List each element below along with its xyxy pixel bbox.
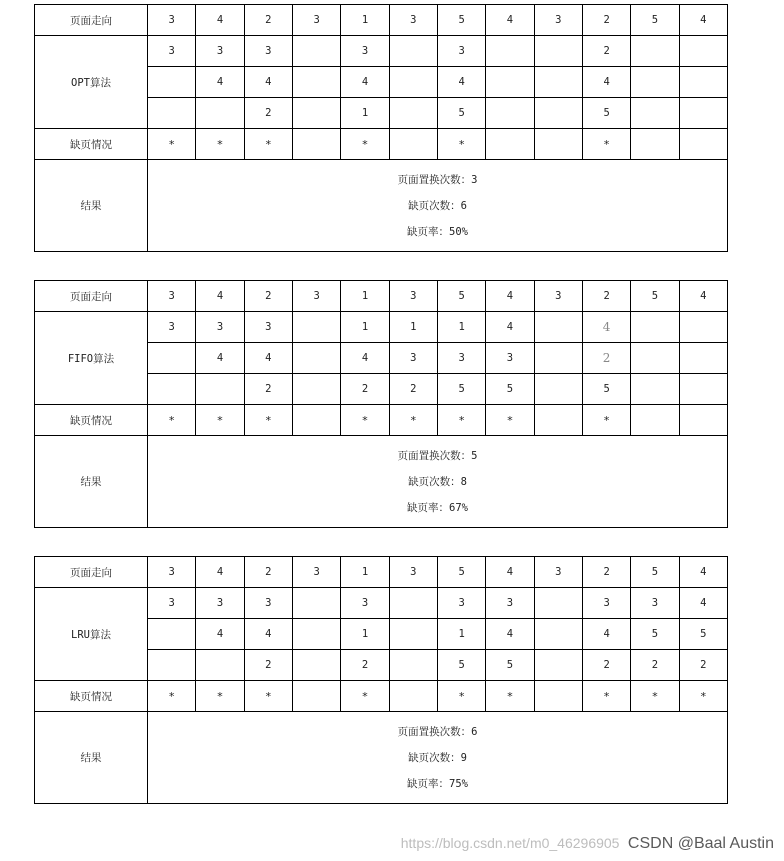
frame-cell: 2 (341, 374, 389, 405)
fault-cell: * (437, 681, 485, 712)
fault-cell: * (679, 681, 727, 712)
frame-cell (534, 67, 582, 98)
frame-cell (389, 650, 437, 681)
fault-cell: * (341, 405, 389, 436)
frame-cell: 4 (679, 588, 727, 619)
frame-cell: 5 (582, 374, 630, 405)
frame-cell: 3 (196, 588, 244, 619)
frame-cell: 5 (486, 650, 534, 681)
result-line: 缺页率：75% (407, 777, 468, 790)
fault-cell: * (486, 405, 534, 436)
reference-cell: 3 (148, 281, 196, 312)
frame-cell: 3 (148, 312, 196, 343)
frame-cell (679, 98, 727, 129)
reference-cell: 2 (244, 5, 292, 36)
frame-cell: 1 (389, 312, 437, 343)
fault-cell: * (437, 129, 485, 160)
frame-cell (534, 36, 582, 67)
algorithm-label: LRU算法 (35, 588, 148, 681)
frame-cell: 3 (582, 588, 630, 619)
frame-cell: 3 (148, 588, 196, 619)
frame-cell (292, 650, 340, 681)
frame-cell: 2 (244, 98, 292, 129)
frame-cell (148, 619, 196, 650)
reference-cell: 4 (196, 557, 244, 588)
frame-cell: 3 (486, 343, 534, 374)
reference-cell: 3 (534, 5, 582, 36)
reference-cell: 3 (389, 5, 437, 36)
frame-cell (196, 98, 244, 129)
reference-label: 页面走向 (35, 5, 148, 36)
frame-cell: 3 (244, 588, 292, 619)
frame-cell: 2 (389, 374, 437, 405)
reference-cell: 3 (292, 281, 340, 312)
frame-cell (631, 67, 679, 98)
fault-cell: * (244, 129, 292, 160)
result-line: 缺页率：67% (407, 501, 468, 514)
fault-cell: * (341, 129, 389, 160)
reference-cell: 4 (679, 281, 727, 312)
frame-cell (631, 343, 679, 374)
reference-cell: 2 (582, 557, 630, 588)
frame-cell (389, 619, 437, 650)
frame-cell: 4 (582, 67, 630, 98)
frame-cell: 2 (341, 650, 389, 681)
frame-cell (292, 67, 340, 98)
fault-cell: * (389, 405, 437, 436)
fault-cell (631, 129, 679, 160)
frame-cell (534, 343, 582, 374)
frame-cell: 3 (437, 588, 485, 619)
frame-cell: 3 (148, 36, 196, 67)
frame-cell: 1 (437, 312, 485, 343)
result-line: 页面置换次数：3 (397, 173, 478, 186)
algorithm-table (34, 556, 728, 804)
result-cell (148, 712, 728, 804)
frame-cell: 2 (244, 374, 292, 405)
result-cell (148, 436, 728, 528)
frame-cell: 3 (631, 588, 679, 619)
frame-cell: 2 (244, 650, 292, 681)
result-label: 结果 (35, 712, 148, 804)
algorithm-label: FIFO算法 (35, 312, 148, 405)
reference-cell: 2 (244, 557, 292, 588)
fault-cell: * (196, 129, 244, 160)
frame-cell (389, 36, 437, 67)
frame-cell: 4 (341, 343, 389, 374)
reference-cell: 1 (341, 281, 389, 312)
frame-cell (148, 650, 196, 681)
reference-label: 页面走向 (35, 557, 148, 588)
fault-cell: * (631, 681, 679, 712)
fault-label: 缺页情况 (35, 405, 148, 436)
frame-cell (631, 374, 679, 405)
reference-cell: 5 (631, 5, 679, 36)
fault-cell: * (582, 129, 630, 160)
frame-cell (389, 98, 437, 129)
result-label: 结果 (35, 436, 148, 528)
frame-cell (534, 619, 582, 650)
frame-cell (679, 67, 727, 98)
fault-cell (389, 129, 437, 160)
frame-cell: 2 (631, 650, 679, 681)
frame-cell: 1 (341, 619, 389, 650)
reference-cell: 3 (148, 557, 196, 588)
frame-cell: 2 (582, 343, 630, 374)
fault-cell (486, 129, 534, 160)
reference-cell: 3 (389, 557, 437, 588)
frame-cell: 3 (437, 343, 485, 374)
frame-cell: 3 (244, 36, 292, 67)
fault-cell: * (148, 405, 196, 436)
frame-cell: 3 (437, 36, 485, 67)
fault-cell: * (244, 681, 292, 712)
frame-cell: 4 (486, 312, 534, 343)
frame-cell (148, 343, 196, 374)
frame-cell: 3 (389, 343, 437, 374)
frame-cell (534, 588, 582, 619)
fault-cell (292, 681, 340, 712)
result-cell (148, 160, 728, 252)
fault-cell (292, 129, 340, 160)
frame-cell: 4 (244, 619, 292, 650)
fault-cell: * (196, 405, 244, 436)
watermark (401, 835, 774, 853)
frame-cell: 5 (582, 98, 630, 129)
reference-cell: 4 (486, 557, 534, 588)
frame-cell (292, 619, 340, 650)
frame-cell (389, 588, 437, 619)
result-line: 缺页次数：9 (408, 751, 467, 764)
frame-cell (292, 312, 340, 343)
reference-cell: 4 (196, 281, 244, 312)
reference-cell: 5 (631, 557, 679, 588)
reference-cell: 3 (292, 557, 340, 588)
frame-cell: 4 (244, 67, 292, 98)
reference-cell: 3 (389, 281, 437, 312)
frame-cell (534, 98, 582, 129)
fault-label: 缺页情况 (35, 681, 148, 712)
reference-cell: 3 (534, 281, 582, 312)
result-label: 结果 (35, 160, 148, 252)
frame-cell (486, 98, 534, 129)
algorithm-table (34, 4, 728, 252)
frame-cell (679, 374, 727, 405)
reference-cell: 4 (196, 5, 244, 36)
frame-cell (679, 36, 727, 67)
frame-cell: 4 (196, 67, 244, 98)
frame-cell (292, 36, 340, 67)
frame-cell: 3 (486, 588, 534, 619)
frame-cell: 2 (679, 650, 727, 681)
frame-cell: 5 (437, 650, 485, 681)
frame-cell (292, 343, 340, 374)
reference-cell: 4 (486, 281, 534, 312)
frame-cell (148, 374, 196, 405)
algorithm-table (34, 280, 728, 528)
fault-cell (534, 681, 582, 712)
result-line: 页面置换次数：5 (397, 449, 478, 462)
fault-cell: * (582, 405, 630, 436)
frame-cell (534, 374, 582, 405)
reference-cell: 4 (679, 5, 727, 36)
frame-cell (292, 588, 340, 619)
fault-cell (389, 681, 437, 712)
frame-cell: 4 (196, 619, 244, 650)
fault-cell: * (486, 681, 534, 712)
result-line: 缺页次数：6 (408, 199, 467, 212)
frame-cell (679, 343, 727, 374)
reference-cell: 1 (341, 5, 389, 36)
frame-cell (148, 67, 196, 98)
watermark-text: CSDN @Baal Austin (627, 835, 774, 852)
reference-cell: 3 (148, 5, 196, 36)
fault-cell (631, 405, 679, 436)
fault-cell: * (148, 129, 196, 160)
frame-cell (486, 67, 534, 98)
fault-cell: * (148, 681, 196, 712)
reference-cell: 5 (437, 557, 485, 588)
reference-cell: 4 (679, 557, 727, 588)
frame-cell: 1 (437, 619, 485, 650)
frame-cell: 3 (196, 36, 244, 67)
result-line: 缺页次数：8 (408, 475, 467, 488)
frame-cell: 2 (582, 36, 630, 67)
reference-cell: 2 (582, 5, 630, 36)
frame-cell: 2 (582, 650, 630, 681)
frame-cell: 5 (631, 619, 679, 650)
watermark-url: https://blog.csdn.net/m0_46296905 (400, 835, 620, 851)
reference-cell: 5 (437, 5, 485, 36)
frame-cell: 1 (341, 98, 389, 129)
reference-cell: 5 (437, 281, 485, 312)
frame-cell: 4 (244, 343, 292, 374)
reference-cell: 3 (534, 557, 582, 588)
reference-cell: 1 (341, 557, 389, 588)
frame-cell (534, 312, 582, 343)
reference-label: 页面走向 (35, 281, 148, 312)
fault-cell (679, 129, 727, 160)
frame-cell: 5 (437, 98, 485, 129)
fault-cell: * (582, 681, 630, 712)
fault-cell: * (437, 405, 485, 436)
fault-cell (534, 405, 582, 436)
frame-cell: 3 (244, 312, 292, 343)
fault-cell: * (341, 681, 389, 712)
frame-cell: 1 (341, 312, 389, 343)
frame-cell (679, 312, 727, 343)
algorithm-label: OPT算法 (35, 36, 148, 129)
frame-cell: 4 (437, 67, 485, 98)
frame-cell: 3 (341, 588, 389, 619)
fault-cell (679, 405, 727, 436)
result-line: 页面置换次数：6 (397, 725, 478, 738)
frame-cell: 4 (196, 343, 244, 374)
fault-label: 缺页情况 (35, 129, 148, 160)
frame-cell: 4 (582, 619, 630, 650)
reference-cell: 4 (486, 5, 534, 36)
frame-cell: 3 (196, 312, 244, 343)
frame-cell (631, 36, 679, 67)
reference-cell: 3 (292, 5, 340, 36)
fault-cell: * (196, 681, 244, 712)
frame-cell: 3 (341, 36, 389, 67)
fault-cell (534, 129, 582, 160)
frame-cell: 4 (341, 67, 389, 98)
frame-cell (389, 67, 437, 98)
frame-cell (292, 98, 340, 129)
reference-cell: 5 (631, 281, 679, 312)
frame-cell (292, 374, 340, 405)
fault-cell (292, 405, 340, 436)
result-line: 缺页率：50% (407, 225, 468, 238)
frame-cell (148, 98, 196, 129)
frame-cell (196, 374, 244, 405)
frame-cell (196, 650, 244, 681)
frame-cell: 4 (582, 312, 630, 343)
frame-cell (631, 98, 679, 129)
reference-cell: 2 (244, 281, 292, 312)
frame-cell: 5 (486, 374, 534, 405)
fault-cell: * (244, 405, 292, 436)
frame-cell (486, 36, 534, 67)
frame-cell: 5 (679, 619, 727, 650)
frame-cell: 4 (486, 619, 534, 650)
reference-cell: 2 (582, 281, 630, 312)
frame-cell (631, 312, 679, 343)
frame-cell (534, 650, 582, 681)
frame-cell: 5 (437, 374, 485, 405)
